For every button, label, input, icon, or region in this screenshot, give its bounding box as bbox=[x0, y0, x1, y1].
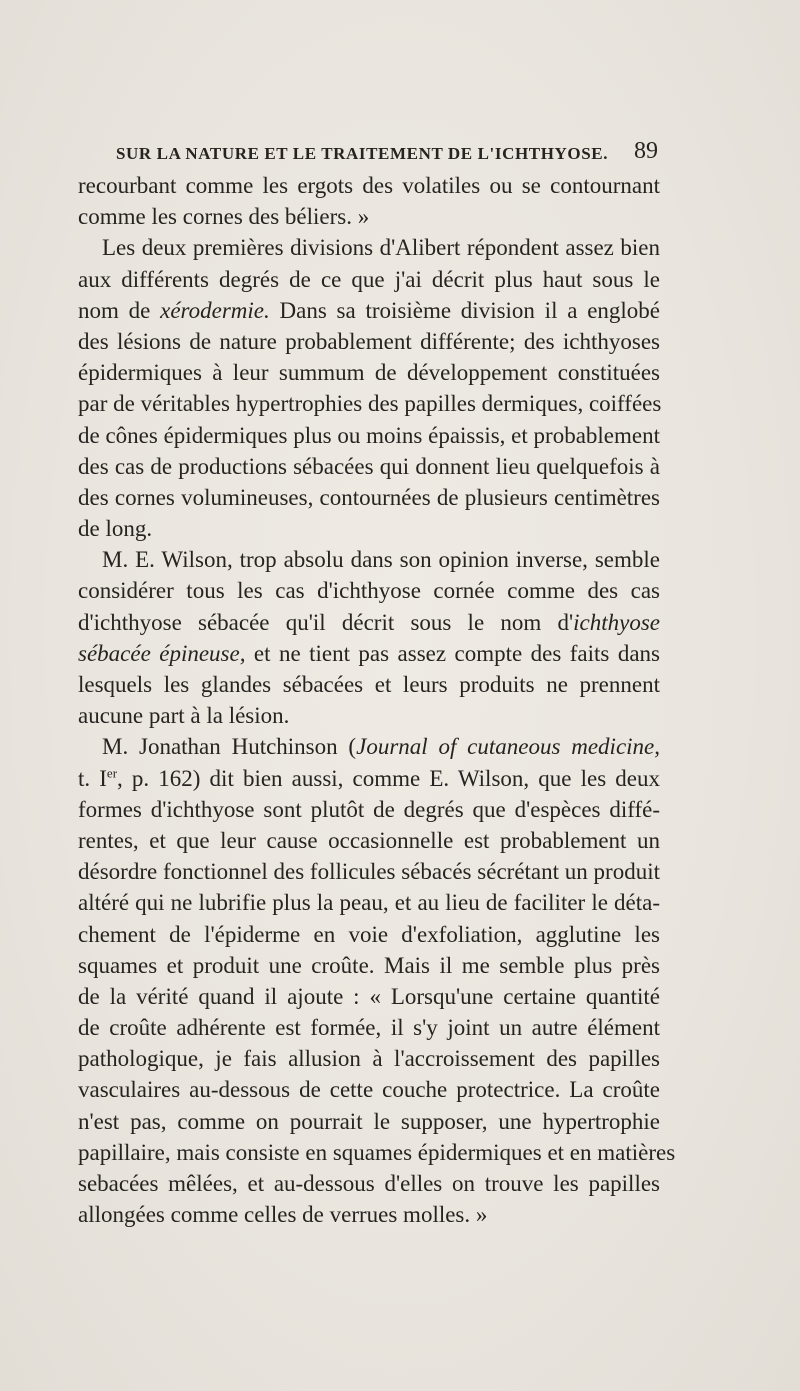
text-line: désordre fonctionnel des follicules sébacés sécrétant un produit bbox=[78, 859, 660, 885]
page-number: 89 bbox=[634, 138, 658, 164]
text-line: altéré qui ne lubrifie plus la peau, et au lieu de faciliter le déta- bbox=[78, 890, 660, 916]
text-line: squames et produit une croûte. Mais il me semble plus près bbox=[78, 952, 660, 978]
text-line: allongées comme celles de verrues molles. » bbox=[78, 1202, 488, 1228]
paragraph-start: Les deux premières divisions d'Alibert répondent assez bien bbox=[102, 235, 660, 261]
running-head bbox=[116, 138, 658, 168]
italic-term: xérodermie. bbox=[160, 297, 270, 323]
running-title: SUR LA NATURE ET LE TRAITEMENT DE L'ICHTHYOSE. bbox=[116, 144, 609, 163]
superscript: er bbox=[106, 764, 118, 780]
text-line: aux différents degrés de ce que j'ai décrit plus haut sous le bbox=[78, 266, 660, 292]
text-line: aucune part à la lésion. bbox=[78, 703, 290, 729]
text-line: sébacée épineuse, et ne tient pas assez compte des faits dans bbox=[78, 640, 660, 666]
text-line: lesquels les glandes sébacées et leurs produits ne prennent bbox=[78, 672, 660, 697]
text-line: de cônes épidermiques plus ou moins épaissis, et probablement bbox=[78, 422, 660, 448]
text-line: des lésions de nature probablement différente; des ichthyoses bbox=[78, 328, 660, 354]
text-line: vasculaires au-dessous de cette couche protectrice. La croûte bbox=[78, 1077, 660, 1103]
text-line: considérer tous les cas d'ichthyose cornée comme des cas bbox=[78, 578, 660, 604]
text-line: d'ichthyose sébacée qu'il décrit sous le nom d'ichthyose bbox=[78, 609, 660, 635]
text-line: de long. bbox=[78, 516, 153, 542]
text-line: épidermiques à leur summum de développement constituées bbox=[78, 360, 660, 386]
italic-term: ichthyose bbox=[573, 609, 660, 635]
text-line: comme les cornes des béliers. » bbox=[78, 204, 370, 230]
text-line: de croûte adhérente est formée, il s'y joint un autre élément bbox=[78, 1015, 660, 1041]
text-line: pathologique, je fais allusion à l'accroissement des papilles bbox=[78, 1046, 660, 1072]
journal-title: Journal of cutaneous medicine, bbox=[356, 734, 661, 760]
text-line: des cas de productions sébacées qui donnent lieu quelquefois à bbox=[78, 453, 660, 479]
text-line: recourbant comme les ergots des volatiles ou se contournant bbox=[78, 173, 660, 198]
text-line: de la vérité quand il ajoute : « Lorsqu'une certaine quantité bbox=[78, 983, 660, 1009]
paragraph-start: M. Jonathan Hutchinson (Journal of cutaneous medicine, bbox=[102, 734, 661, 760]
text-line: des cornes volumineuses, contournées de plusieurs centimètres bbox=[78, 484, 660, 510]
text-line: n'est pas, comme on pourrait le supposer, une hypertrophie bbox=[78, 1108, 660, 1134]
text-line: par de véritables hypertrophies des papilles dermiques, coiffées bbox=[78, 391, 662, 417]
text-line: chement de l'épiderme en voie d'exfoliation, agglutine les bbox=[78, 921, 660, 947]
body-text bbox=[78, 170, 676, 1230]
italic-term: sébacée épineuse, bbox=[78, 640, 246, 666]
text-line: rentes, et que leur cause occasionnelle est probablement un bbox=[78, 827, 660, 853]
text-line: papillaire, mais consiste en squames épidermiques et en matières bbox=[78, 1139, 676, 1165]
text-line: t. Ier, p. 162) dit bien aussi, comme E. Wilson, que les deux bbox=[78, 764, 660, 791]
text-line: sebacées mêlées, et au-dessous d'elles on trouve les papilles bbox=[78, 1171, 660, 1196]
text-line: nom de xérodermie. Dans sa troisième division il a englobé bbox=[78, 297, 660, 323]
paragraph-start: M. E. Wilson, trop absolu dans son opinion inverse, semble bbox=[102, 547, 660, 573]
text-line: formes d'ichthyose sont plutôt de degrés que d'espèces diffé- bbox=[78, 796, 660, 822]
